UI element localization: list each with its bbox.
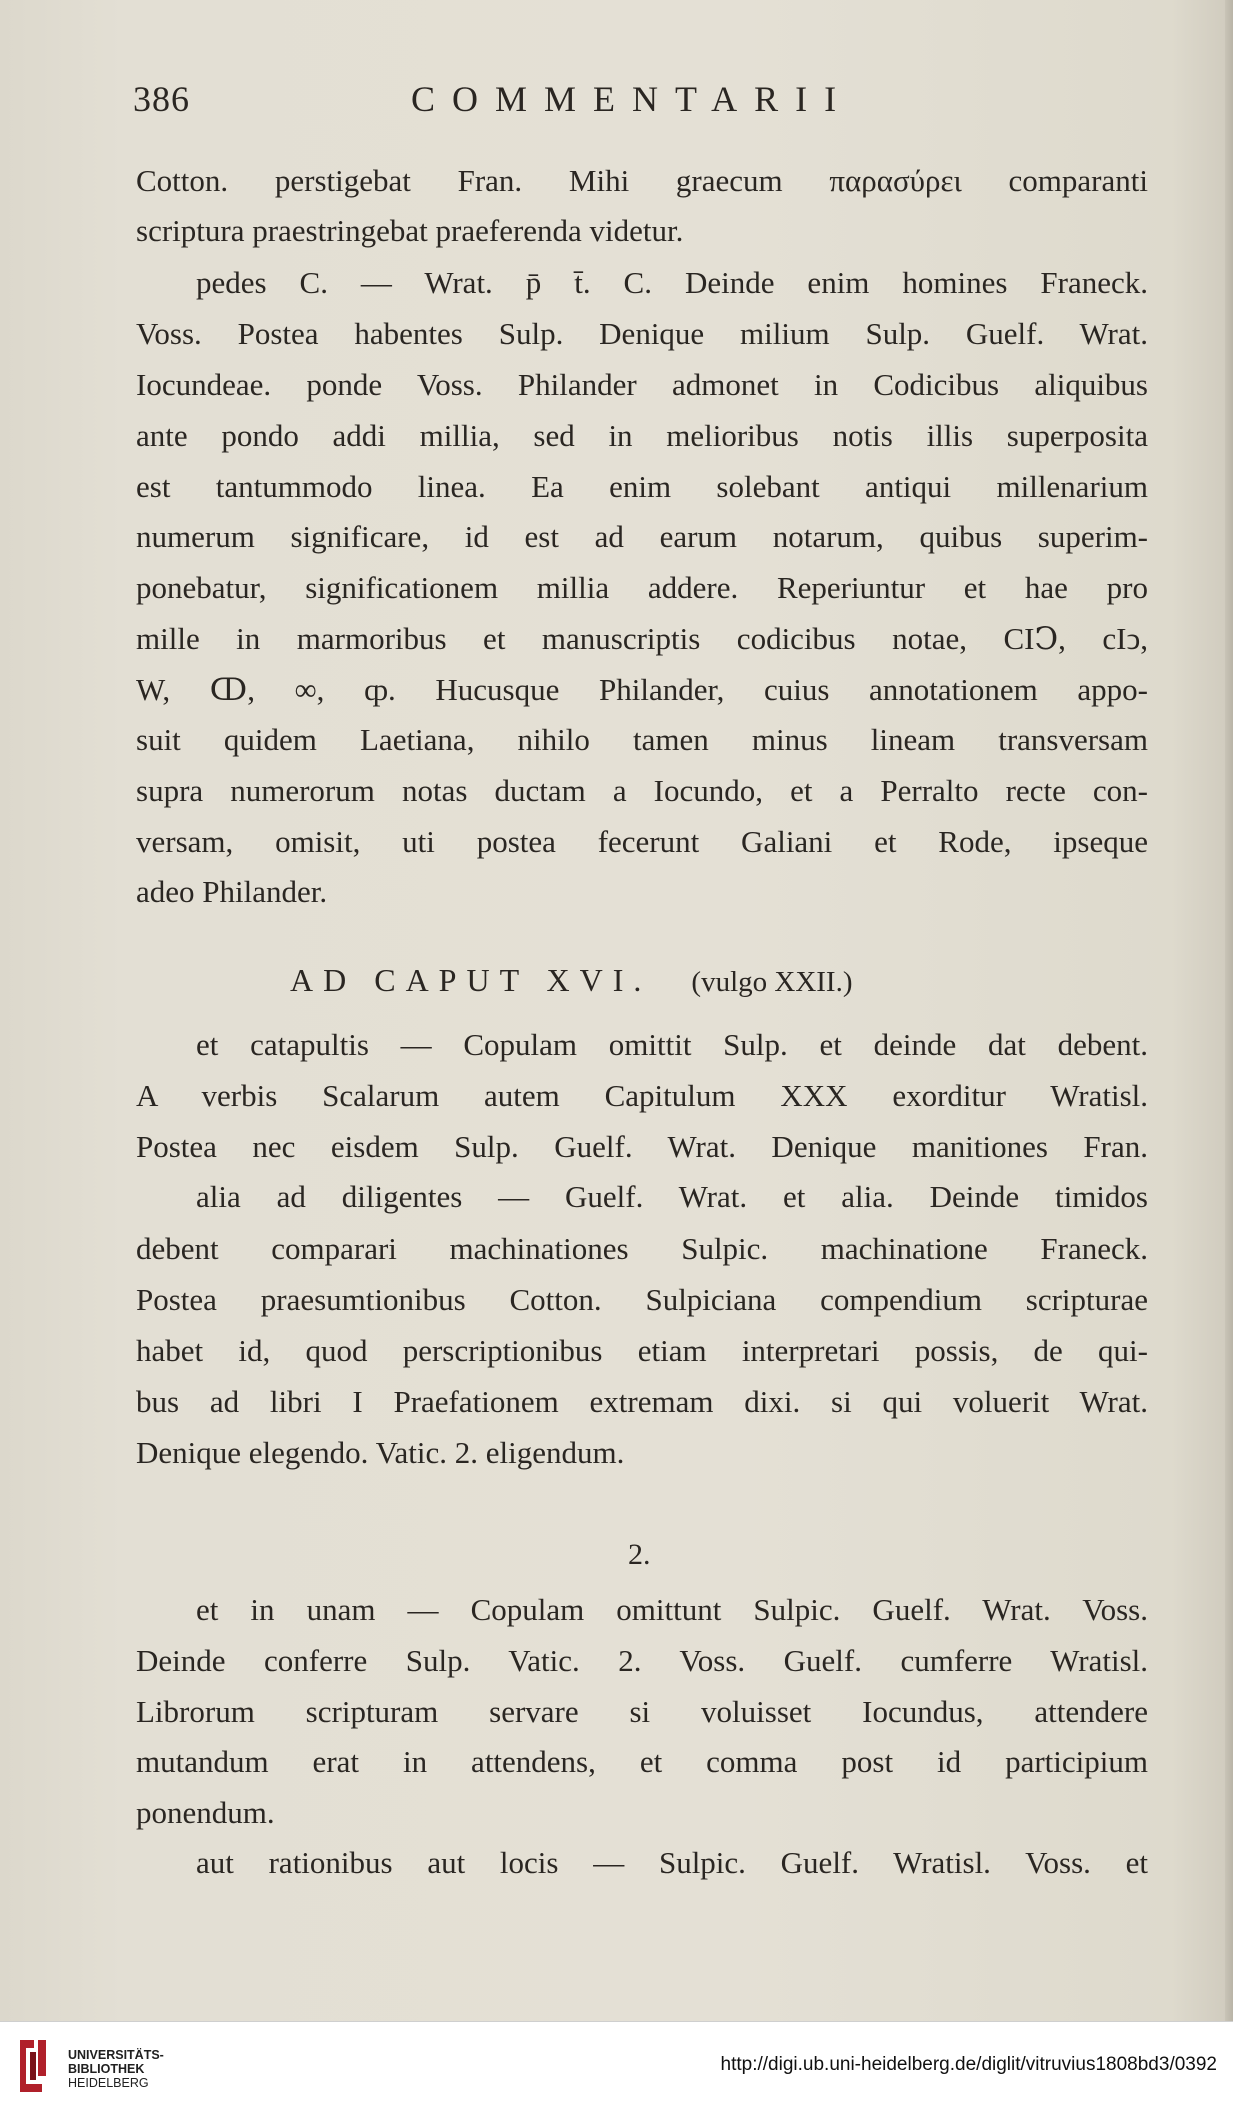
permalink-url[interactable]: http://digi.ub.uni-heidelberg.de/diglit/vitruvius1808bd3/0392 — [720, 2054, 1217, 2075]
text-line: Iocundeae. ponde Voss. Philander admonet in Codicibus aliquibus — [136, 367, 1148, 402]
page-number: 386 — [133, 79, 190, 119]
text-line: bus ad libri I Praefationem extremam dixi. si qui voluerit Wrat. — [136, 1384, 1148, 1419]
text-line: Deinde conferre Sulp. Vatic. 2. Voss. Guelf. cumferre Wratisl. — [136, 1643, 1148, 1678]
text-line: Voss. Postea habentes Sulp. Denique milium Sulp. Guelf. Wrat. — [136, 316, 1148, 351]
running-title: COMMENTARII — [411, 79, 854, 119]
text-line: suit quidem Laetiana, nihilo tamen minus lineam transversam — [136, 722, 1148, 757]
text-line: debent comparari machinationes Sulpic. machinatione Franeck. — [136, 1231, 1148, 1266]
text-line: adeo Philander. — [136, 874, 328, 909]
text-line: ante pondo addi millia, sed in melioribus notis illis superposita — [136, 418, 1148, 453]
library-name-line: HEIDELBERG — [68, 2076, 149, 2090]
library-name — [68, 2048, 164, 2090]
library-logo-icon — [12, 2036, 54, 2096]
text-line: Cotton. perstigebat Fran. Mihi graecum παρασύρει comparanti — [136, 163, 1148, 198]
text-line: est tantummodo linea. Ea enim solebant antiqui millenarium — [136, 469, 1148, 504]
text-line: scriptura praestringebat praeferenda videtur. — [136, 213, 684, 248]
library-footer — [0, 2021, 1233, 2112]
page-edge — [1225, 0, 1233, 2021]
text-line: A verbis Scalarum autem Capitulum XXX exorditur Wratisl. — [136, 1078, 1148, 1113]
section-heading-aside: (vulgo XXII.) — [691, 966, 853, 998]
library-name-line: BIBLIOTHEK — [68, 2062, 145, 2076]
text-line: Postea praesumtionibus Cotton. Sulpiciana compendium scripturae — [136, 1282, 1148, 1317]
text-line: et catapultis — Copulam omittit Sulp. et deinde dat debent. — [196, 1027, 1148, 1062]
text-line: ponendum. — [136, 1795, 275, 1830]
text-line: Librorum scripturam servare si voluisset Iocundus, attendere — [136, 1694, 1148, 1729]
text-line: ponebatur, significationem millia addere. Reperiuntur et hae pro — [136, 570, 1148, 605]
text-line: aut rationibus aut locis — Sulpic. Guelf. Wratisl. Voss. et — [196, 1845, 1148, 1880]
library-name-line: UNIVERSITÄTS- — [68, 2048, 164, 2062]
text-line: habet id, quod perscriptionibus etiam interpretari possis, de qui- — [136, 1333, 1148, 1368]
text-line: supra numerorum notas ductam a Iocundo, et a Perralto recte con- — [136, 773, 1148, 808]
text-line: versam, omisit, uti postea fecerunt Galiani et Rode, ipseque — [136, 824, 1148, 859]
text-line: Denique elegendo. Vatic. 2. eligendum. — [136, 1435, 625, 1470]
text-line: Postea nec eisdem Sulp. Guelf. Wrat. Denique manitiones Fran. — [136, 1129, 1148, 1164]
text-line: pedes C. — Wrat. p̄ t̄. C. Deinde enim homines Franeck. — [196, 265, 1148, 300]
section-heading — [290, 962, 853, 999]
text-line: W, ↀ, ∞, ȹ. Hucusque Philander, cuius annotationem appo- — [136, 672, 1148, 707]
section-number: 2. — [628, 1538, 651, 1571]
text-line: mille in marmoribus et manuscriptis codicibus notae, CIↃ, cIↄ, — [136, 621, 1148, 656]
text-line: mutandum erat in attendens, et comma post id participium — [136, 1744, 1148, 1779]
page-header — [133, 78, 1133, 128]
section-heading-title: AD CAPUT XVI. — [290, 962, 652, 998]
text-line: numerum significare, id est ad earum notarum, quibus superim- — [136, 519, 1148, 554]
text-line: alia ad diligentes — Guelf. Wrat. et alia. Deinde timidos — [196, 1179, 1148, 1214]
text-line: et in unam — Copulam omittunt Sulpic. Guelf. Wrat. Voss. — [196, 1592, 1148, 1627]
